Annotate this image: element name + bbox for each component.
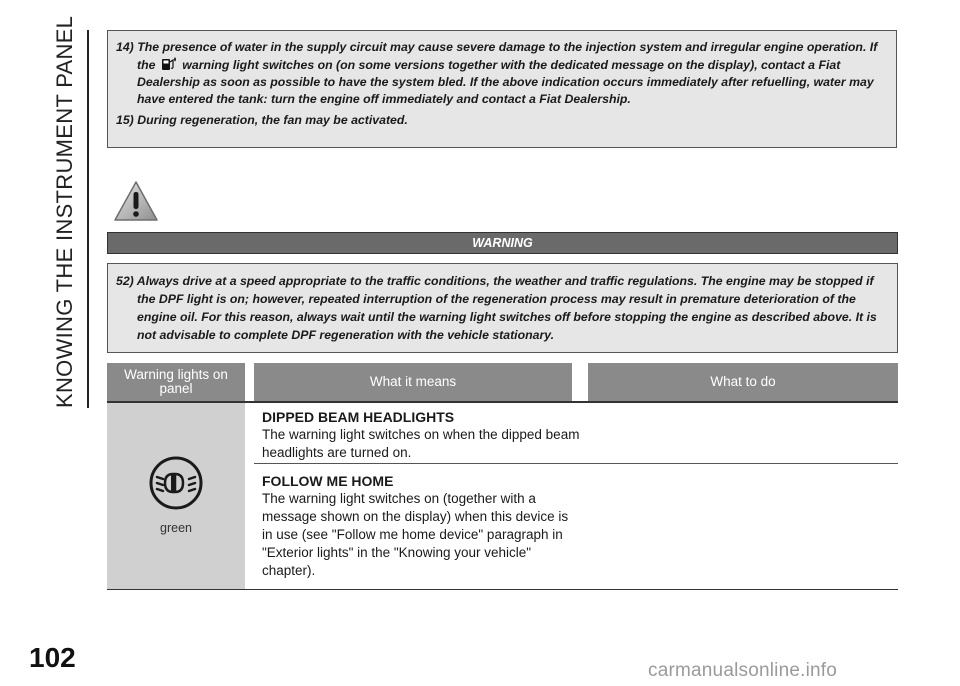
table-row xyxy=(262,408,582,462)
warning-header: WARNING xyxy=(107,232,898,254)
row-title: FOLLOW ME HOME xyxy=(262,473,394,489)
warning-box xyxy=(107,263,898,353)
header-what-to-do: What to do xyxy=(588,363,898,401)
side-divider xyxy=(87,30,89,408)
page-number: 102 xyxy=(29,642,76,673)
warning-52: 52) Always drive at a speed appropriate to the traffic conditions, the weather and traffic regulations. The engine may be stopped if the DPF light is on; however, repeated interruption of the regeneration process may result in premature deterioration of the engine oil. For this reason, always wait until the warning light switches off before stopping the engine as described above. It is not advisable to complete DPF regeneration with the vehicle stationary. xyxy=(116,274,877,342)
row-divider xyxy=(254,463,898,464)
row-text: The warning light switches on when the dipped beam headlights are turned on. xyxy=(262,427,580,460)
row-title: DIPPED BEAM HEADLIGHTS xyxy=(262,409,455,425)
header-warning-lights: Warning lights on panel xyxy=(107,363,245,401)
note-14: 14) The presence of water in the supply circuit may cause severe damage to the injection system and irregular engine operation. If the warning light switches on (on some versions together with the dedicated message on the display), contact a Fiat Dealership as soon as possible to have the system bled. If the above indication occurs immediately after refuelling, water may have entered the tank: turn the engine off immediately and contact a Fiat Dealership. xyxy=(116,40,878,106)
water-in-fuel-icon xyxy=(160,56,178,71)
note-15: 15) During regeneration, the fan may be activated. xyxy=(116,113,408,127)
side-section-title: KNOWING THE INSTRUMENT PANEL xyxy=(52,15,77,408)
notes-box xyxy=(107,30,897,148)
light-color-label: green xyxy=(160,521,192,535)
warning-triangle-icon xyxy=(113,180,159,222)
table-row xyxy=(262,472,582,580)
row-text: The warning light switches on (together with a message shown on the display) when this device is in use (see "Follow me home device" paragraph in "Exterior lights" in the "Knowing your vehicle" chapter). xyxy=(262,491,569,578)
watermark: carmanualsonline.info xyxy=(648,660,838,681)
header-what-it-means: What it means xyxy=(254,363,572,401)
table-bottom-rule xyxy=(107,589,898,590)
dipped-beam-headlights-icon xyxy=(148,455,204,511)
warning-light-cell xyxy=(107,403,245,589)
